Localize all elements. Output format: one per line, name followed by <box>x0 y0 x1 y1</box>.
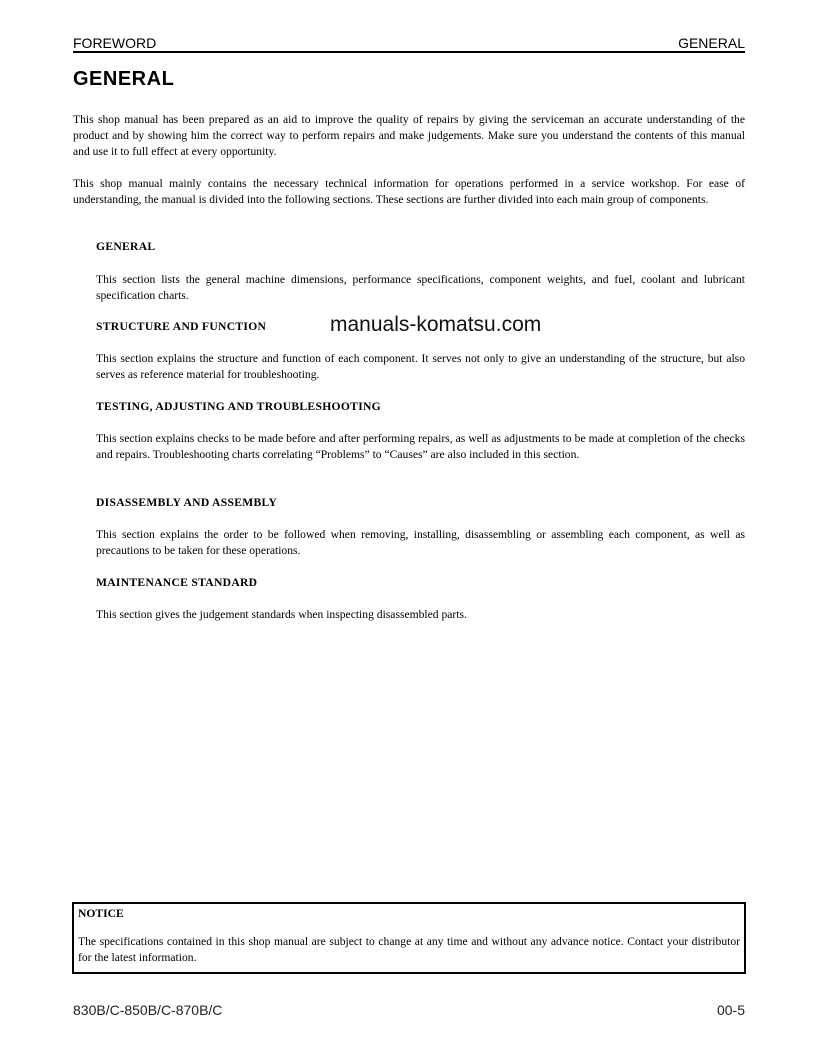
footer-page-number: 00-5 <box>716 1002 745 1018</box>
section-heading-disassembly: DISASSEMBLY AND ASSEMBLY <box>96 496 278 509</box>
section-heading-structure: STRUCTURE AND FUNCTION <box>96 320 267 333</box>
section-heading-testing: TESTING, ADJUSTING AND TROUBLESHOOTING <box>96 400 382 413</box>
section-text-general: This section lists the general machine dimensions, performance specifications, component weights, and fuel, coolant and lubricant specification charts. <box>96 273 745 302</box>
section-text-testing: This section explains checks to be made before and after performing repairs, as well as adjustments to be made at completion of the checks and repairs. Troubleshooting charts correlating “Problems” to “Causes” are also included in this section. <box>96 432 745 461</box>
footer-model: 830B/C-850B/C-870B/C <box>73 1002 223 1018</box>
intro-paragraph-1: This shop manual has been prepared as an aid to improve the quality of repairs by giving the serviceman an accurate understanding of the product and by showing him the correct way to perform repairs and make judgements. Make sure you understand the contents of this manual and use it to full effect at every opportunity. <box>73 113 745 158</box>
notice-text: The specifications contained in this shop manual are subject to change at any time and without any advance notice. Contact your distributor for the latest information. <box>78 935 740 964</box>
page-title: GENERAL <box>73 68 175 90</box>
intro-paragraph-2: This shop manual mainly contains the necessary technical information for operations performed in a service workshop. For ease of understanding, the manual is divided into the following sections. These sections are further divided into each main group of components. <box>73 177 745 206</box>
section-heading-general: GENERAL <box>96 240 156 253</box>
section-text-disassembly: This section explains the order to be followed when removing, installing, disassembling or assembling each component, as well as precautions to be taken for these operations. <box>96 528 745 557</box>
watermark: manuals-komatsu.com <box>330 313 542 336</box>
notice-title: NOTICE <box>78 907 124 920</box>
section-text-structure: This section explains the structure and function of each component. It serves not only to give an understanding of the structure, but also serves as reference material for troubleshooting. <box>96 352 745 381</box>
section-heading-maintenance: MAINTENANCE STANDARD <box>96 576 258 589</box>
notice-box <box>72 902 746 974</box>
header-section-right: GENERAL <box>678 35 745 51</box>
header-section-left: FOREWORD <box>73 35 157 51</box>
section-text-maintenance: This section gives the judgement standards when inspecting disassembled parts. <box>96 608 467 621</box>
header-rule <box>73 51 745 53</box>
